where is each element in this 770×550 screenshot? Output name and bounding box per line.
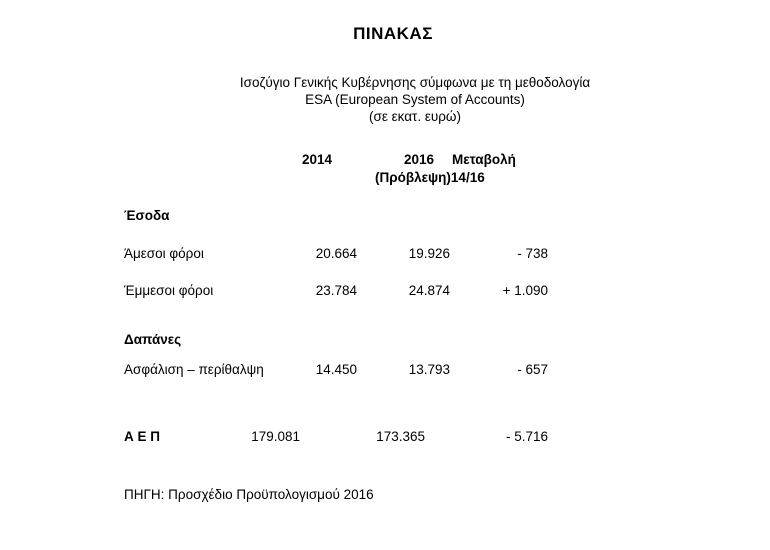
row-value-2014: 179.081 bbox=[251, 429, 300, 444]
subtitle-line-2: ESA (European System of Accounts) bbox=[305, 92, 525, 107]
row-value-2016: 13.793 bbox=[408, 362, 450, 377]
section-label-revenue: Έσοδα bbox=[124, 208, 170, 223]
subtitle-line-1: Ισοζύγιο Γενικής Κυβέρνησης σύμφωνα με τη μεθοδολογία bbox=[239, 75, 591, 90]
row-value-2016: 173.365 bbox=[376, 429, 425, 444]
row-value-change: - 738 bbox=[517, 246, 548, 261]
row-value-change: - 657 bbox=[517, 362, 548, 377]
section-row-expenses bbox=[0, 332, 770, 352]
subtitle bbox=[60, 74, 770, 125]
column-header-2016: 2016 bbox=[404, 152, 435, 167]
row-value-2014: 20.664 bbox=[315, 246, 357, 261]
table-row bbox=[0, 246, 770, 266]
row-label: Έμμεσοι φόροι bbox=[124, 283, 214, 298]
row-value-2014: 14.450 bbox=[315, 362, 357, 377]
table-row-gdp bbox=[0, 429, 770, 449]
column-header-change: Μεταβολή bbox=[452, 152, 516, 167]
row-value-2014: 23.784 bbox=[315, 283, 357, 298]
table-row bbox=[0, 362, 770, 382]
row-value-2016: 19.926 bbox=[408, 246, 450, 261]
column-header-2016-sub: (Πρόβλεψη) bbox=[375, 170, 451, 185]
source-note: ΠΗΓΗ: Προσχέδιο Προϋπολογισμού 2016 bbox=[124, 487, 374, 502]
column-header-2014: 2014 bbox=[302, 152, 333, 167]
column-header-subline bbox=[375, 170, 485, 185]
subtitle-line-3: (σε εκατ. ευρώ) bbox=[369, 109, 461, 124]
section-row-revenue bbox=[0, 208, 770, 228]
page-title: ΠΙΝΑΚΑΣ bbox=[353, 24, 433, 43]
row-value-change: + 1.090 bbox=[502, 283, 548, 298]
row-value-change: - 5.716 bbox=[505, 429, 548, 444]
row-value-2016: 24.874 bbox=[408, 283, 450, 298]
row-label: Άμεσοι φόροι bbox=[124, 246, 204, 261]
row-label-gdp: Α Ε Π bbox=[124, 429, 161, 444]
column-header-change-sub: 14/16 bbox=[450, 170, 485, 185]
row-label: Ασφάλιση – περίθαλψη bbox=[124, 362, 264, 377]
table-row bbox=[0, 283, 770, 303]
section-label-expenses: Δαπάνες bbox=[124, 332, 182, 347]
